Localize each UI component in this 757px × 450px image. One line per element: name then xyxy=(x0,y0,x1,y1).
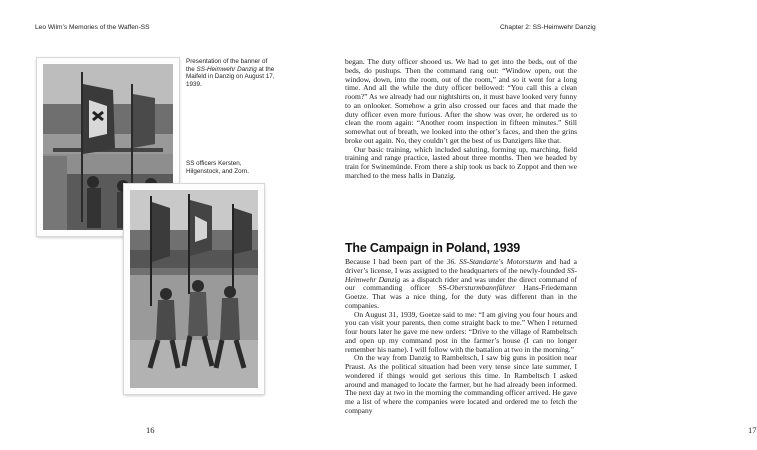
caption-run-italic: SS-Heimwehr Danzig xyxy=(196,65,257,73)
left-running-head: Leo Wilm’s Memories of the Waffen-SS xyxy=(35,24,150,31)
body-text-before-heading xyxy=(345,58,577,181)
paragraph-run: as a dispatch rider and was under the direct command of our commanding officer SS- xyxy=(345,274,577,293)
paragraph xyxy=(345,258,577,311)
paragraph xyxy=(345,354,577,415)
paragraph-run: On the way from Danzig to Rambeltsch, I saw big guns in position near Praust. As the political situation had been very tense since late summer, I wondered if things would get serious this time. In Rambeltsch I asked around and managed to locate the farmer, but he had already been informed. The next day at two in the morning the commanding officer arrived. He gave me a list of where the companies were located and ordered me to fetch the company xyxy=(345,353,577,415)
paragraph-run-italic: SS-Heimwehr Danzig xyxy=(345,265,577,284)
photo-caption-banner xyxy=(186,58,276,88)
paragraph-run: Our basic training, which included saluting, forming up, marching, field training and range practice, lasted about three months. Then we headed by train for Swinemünde. From there a ship took us back to Zoppot and then we marched to the mess halls in Danzig. xyxy=(345,144,577,180)
officers-march-image xyxy=(130,190,258,388)
left-page xyxy=(0,0,300,450)
paragraph-run-italic: Obersturmbannführer xyxy=(449,283,516,293)
paragraph-run: Hans-Friedemann Goetze. That was a nice thing, for the duty was different than in the companies. xyxy=(345,283,577,310)
body-text-after-heading xyxy=(345,258,577,416)
left-page-number: 16 xyxy=(146,425,155,435)
right-running-head: Chapter 2: SS-Heimwehr Danzig xyxy=(500,24,596,31)
caption-run: at the Maifeld in Danzig on August 17, 1939. xyxy=(186,65,275,88)
paragraph-run: On August 31, 1939, Goetze said to me: “I am giving you four hours and you can visit your parents, then come straight back to me.” When I returned four hours later he gave me new orders: “Drive to the village of Rambeltsch and open up my command post in the farmer’s house (I can no longer remember his name). I will follow with the battalion at two in the morning.” xyxy=(345,309,577,354)
paragraph-run: and had a driver’s license, I was assigned to the headquarters of the newly-founded xyxy=(345,257,577,275)
paragraph-run: began. The duty officer shooed us. We had to get into the beds, out of the beds, do pushups. Then the command rang out: “Window open, out the window, down, into the room, out of the room,” and so it went for a long time. And all the while the duty officer bellowed: “You call this a clean room?” As we already had our nightshirts on, it must have looked very funny to an onlooker. Somehow a grin also crossed our faces and that made the duty officer even more furious. After the show was over, he ordered us to clean the room again: “Another room inspection in fifteen minutes.” Still somewhat out of breath, we looked into the other’s faces, and then the grins broke out again. No, they couldn’t get the best of us Danzigers like that. xyxy=(345,57,577,145)
paragraph-run: ’s xyxy=(498,257,507,266)
paragraph xyxy=(345,311,577,355)
paragraph-run-italic: Motorsturm xyxy=(506,257,543,266)
officers-march-photo xyxy=(124,184,264,394)
caption-run: SS officers Kersten, Hilgenstock, and Zorn. xyxy=(186,160,249,175)
caption-run: Presentation of the banner of the xyxy=(186,58,268,73)
paragraph xyxy=(345,58,577,146)
section-heading: The Campaign in Poland, 1939 xyxy=(345,241,520,255)
right-page-number: 17 xyxy=(748,425,757,435)
photo-caption-officers xyxy=(186,160,276,175)
paragraph-run-italic: 36. SS-Standarte xyxy=(446,257,499,266)
paragraph-run: Because I had been part of the xyxy=(345,257,447,266)
paragraph xyxy=(345,146,577,181)
